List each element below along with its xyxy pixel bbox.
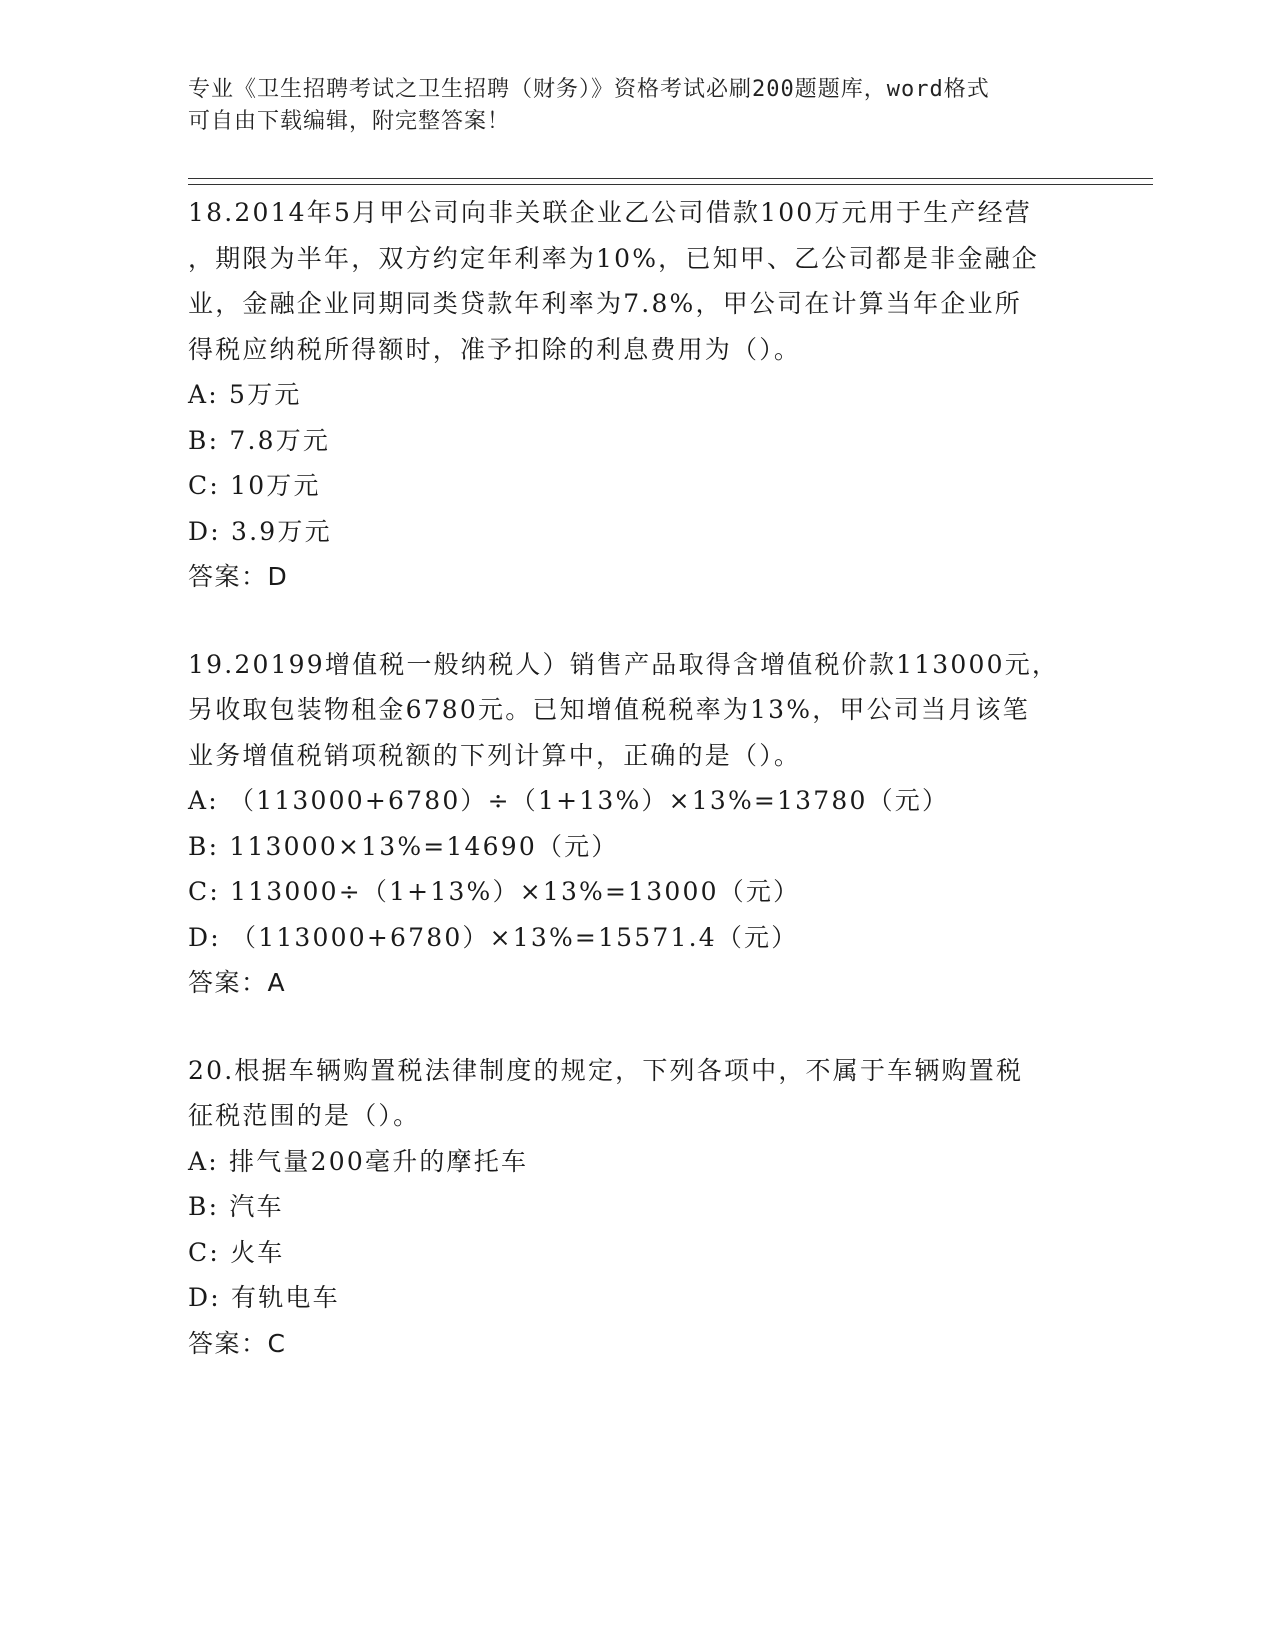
option-d: D: 有轨电车 bbox=[188, 1283, 340, 1312]
question-18 bbox=[188, 190, 1088, 600]
option-a: A: 5万元 bbox=[188, 380, 302, 409]
document-header bbox=[188, 74, 1088, 138]
option-c: C: 火车 bbox=[188, 1237, 285, 1267]
header-line-2: 可自由下载编辑，附完整答案！ bbox=[188, 109, 511, 134]
question-19 bbox=[188, 642, 1088, 1006]
question-stem-line: 20.根据车辆购置税法律制度的规定，下列各项中，不属于车辆购置税 bbox=[188, 1055, 1024, 1085]
question-stem-line: 业，金融企业同期同类贷款年利率为7.8%，甲公司在计算当年企业所 bbox=[188, 289, 1022, 318]
question-20 bbox=[188, 1048, 1088, 1367]
answer-line: 答案：A bbox=[188, 968, 287, 997]
option-d: D: （113000+6780）×13%=15571.4（元） bbox=[188, 922, 799, 952]
header-divider-top bbox=[188, 178, 1153, 179]
question-stem-line: 得税应纳税所得额时，准予扣除的利息费用为（）。 bbox=[188, 334, 802, 364]
header-divider-bottom bbox=[188, 184, 1153, 185]
option-a: A: （113000+6780）÷（1+13%）×13%=13780（元） bbox=[188, 786, 950, 815]
question-stem-line: 征税范围的是（）。 bbox=[188, 1101, 421, 1130]
option-c: C: 10万元 bbox=[188, 471, 321, 500]
option-d: D: 3.9万元 bbox=[188, 516, 332, 546]
option-b: B: 113000×13%=14690（元） bbox=[188, 831, 619, 861]
answer-line: 答案：C bbox=[188, 1328, 287, 1358]
option-a: A: 排气量200毫升的摩托车 bbox=[188, 1146, 529, 1176]
question-stem-line: 18.2014年5月甲公司向非关联企业乙公司借款100万元用于生产经营 bbox=[188, 198, 1033, 227]
question-list bbox=[188, 190, 1088, 1408]
header-line-1: 专业《卫生招聘考试之卫生招聘（财务）》资格考试必刷200题题库，word格式 bbox=[188, 77, 990, 102]
option-b: B: 7.8万元 bbox=[188, 425, 331, 455]
option-b: B: 汽车 bbox=[188, 1192, 284, 1221]
question-stem-line: 19.20199增值税一般纳税人）销售产品取得含增值税价款113000元， bbox=[188, 649, 1060, 679]
answer-line: 答案：D bbox=[188, 562, 289, 591]
option-c: C: 113000÷（1+13%）×13%=13000（元） bbox=[188, 877, 801, 906]
question-stem-line: 业务增值税销项税额的下列计算中，正确的是（）。 bbox=[188, 740, 802, 770]
question-stem-line: ，期限为半年，双方约定年利率为10%，已知甲、乙公司都是非金融企 bbox=[188, 243, 1039, 273]
question-stem-line: 另收取包装物租金6780元。已知增值税税率为13%，甲公司当月该笔 bbox=[188, 695, 1030, 724]
